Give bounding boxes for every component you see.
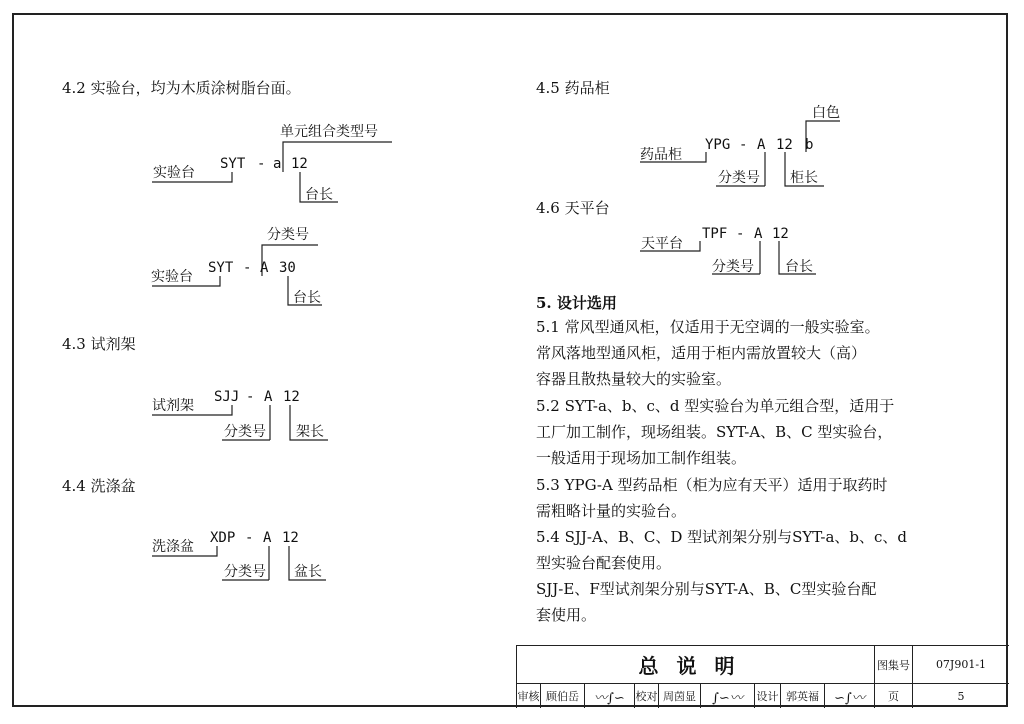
d4-mid-label: 分类号 (224, 564, 266, 580)
d2-bottom-label: 台长 (293, 290, 321, 306)
d2-sub: A (260, 260, 269, 276)
d5-bottom-label: 柜长 (790, 170, 818, 186)
d5-mid-label: 分类号 (718, 170, 760, 186)
d3-sub: A (264, 389, 273, 405)
d3-dash: - (246, 389, 255, 405)
d6-name: 天平台 (641, 236, 683, 252)
d4-sub: A (263, 530, 272, 546)
section-5-line: 5.1 常风型通风柜，仅适用于无空调的一般实验室。 (536, 318, 880, 336)
d1-num: 12 (291, 156, 308, 172)
d6-bottom-label: 台长 (785, 259, 813, 275)
d4-dash: - (245, 530, 254, 546)
section-5-title: 5. 设计选用 (536, 294, 617, 312)
d3-mid-label: 分类号 (224, 424, 266, 440)
d4-name: 洗涤盆 (152, 539, 194, 555)
d6-num: 12 (772, 226, 789, 242)
d3-bottom-label: 架长 (296, 424, 324, 440)
section-5-line: 容器且散热量较大的实验室。 (536, 370, 732, 388)
section-5-line: 5.4 SJJ-A、B、C、D 型试剂架分别与SYT-a、b、c、d (536, 528, 907, 546)
d5-code: YPG (705, 137, 731, 153)
section-5-line: 常风落地型通风柜，适用于柜内需放置较大（高） (536, 344, 867, 362)
section-4-5-title: 4.5 药品柜 (536, 79, 610, 97)
d1-dash: - (257, 156, 266, 172)
d5-top-label: 白色 (812, 105, 840, 121)
d5-dash: - (739, 137, 748, 153)
d6-dash: - (736, 226, 745, 242)
section-4-6-title: 4.6 天平台 (536, 199, 610, 217)
design-name: 郭英福 (781, 684, 825, 708)
section-5-line: 套使用。 (536, 606, 597, 624)
d5-num: 12 (776, 137, 793, 153)
d6-code: TPF (702, 226, 728, 242)
section-5-line: 5.3 YPG-A 型药品柜（柜为应有天平）适用于取药时 (536, 476, 888, 494)
review-signature: 〰∫∽ (585, 684, 635, 708)
design-signature: ∽∫〰 (825, 684, 875, 708)
section-4-2-title: 4.2 实验台，均为木质涂树脂台面。 (62, 79, 301, 97)
d5-sub: A (757, 137, 766, 153)
d4-num: 12 (282, 530, 299, 546)
d1-sub: a (273, 156, 282, 172)
check-name: 周茵显 (659, 684, 701, 708)
section-5-line: 需粗略计量的实验台。 (536, 502, 687, 520)
d2-code: SYT (208, 260, 234, 276)
section-5-line: 5.2 SYT-a、b、c、d 型实验台为单元组合型，适用于 (536, 397, 895, 415)
check-label: 校对 (635, 684, 659, 708)
d2-dash: - (243, 260, 252, 276)
section-4-3-title: 4.3 试剂架 (62, 335, 136, 353)
d3-num: 12 (283, 389, 300, 405)
d2-top-label: 分类号 (267, 227, 309, 243)
d5-suffix: b (805, 137, 814, 153)
design-label: 设计 (755, 684, 781, 708)
d1-code: SYT (220, 156, 246, 172)
d2-num: 30 (279, 260, 296, 276)
drawing-title: 总说明 (517, 646, 875, 684)
d2-name: 实验台 (151, 269, 193, 285)
section-5-line: SJJ-E、F型试剂架分别与SYT-A、B、C型实验台配 (536, 580, 877, 598)
d1-name: 实验台 (153, 165, 195, 181)
section-5-line: 一般适用于现场加工制作组装。 (536, 449, 747, 467)
d1-top-label: 单元组合类型号 (280, 124, 378, 140)
d3-name: 试剂架 (152, 398, 194, 414)
review-label: 审核 (517, 684, 541, 708)
page-label: 页 (875, 684, 913, 708)
d6-sub: A (754, 226, 763, 242)
d5-name: 药品柜 (640, 147, 682, 163)
check-signature: ∫∽〰 (701, 684, 755, 708)
section-5-line: 工厂加工制作，现场组装。SYT-A、B、C 型实验台， (536, 423, 893, 441)
d6-mid-label: 分类号 (712, 259, 754, 275)
title-block (516, 645, 1009, 708)
page-number: 5 (957, 689, 965, 703)
d1-bottom-label: 台长 (305, 187, 333, 203)
d4-code: XDP (210, 530, 236, 546)
d3-code: SJJ (214, 389, 240, 405)
atlas-number: 07J901-1 (913, 646, 1009, 684)
section-5-line: 型实验台配套使用。 (536, 554, 672, 572)
section-4-4-title: 4.4 洗涤盆 (62, 477, 136, 495)
d4-bottom-label: 盆长 (294, 564, 322, 580)
review-name: 顾伯岳 (541, 684, 585, 708)
atlas-label: 图集号 (875, 646, 913, 684)
